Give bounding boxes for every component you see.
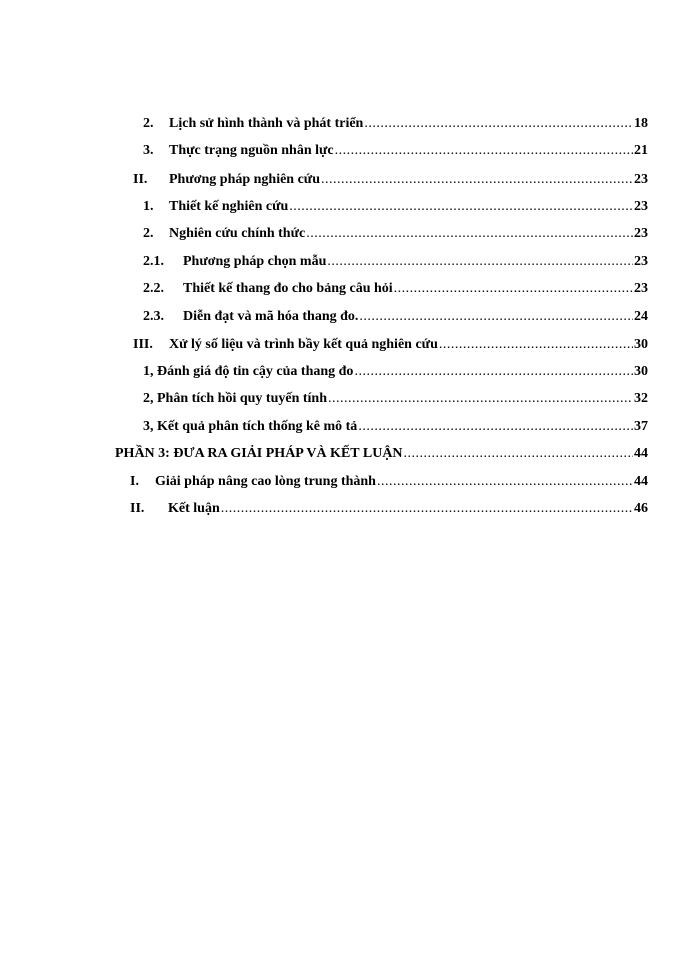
toc-entry-number: 2, (143, 391, 154, 406)
toc-entry[interactable] (115, 445, 648, 463)
toc-entry-title: Diễn đạt và mã hóa thang đo. (183, 309, 359, 324)
toc-entry-title: Kết quả phân tích thống kê mô tả (157, 419, 358, 434)
toc-entry-number: I. (130, 474, 139, 489)
dot-leader (335, 142, 633, 160)
toc-entry-page: 32 (634, 391, 648, 406)
toc-entry-title: Thiết kế thang đo cho bảng câu hỏi (183, 281, 393, 296)
toc-entry-title: Đánh giá độ tin cậy của thang đo (157, 364, 354, 379)
dot-leader (394, 280, 633, 298)
toc-entry-number: 2. (143, 116, 154, 131)
dot-leader (364, 115, 633, 133)
dot-leader (321, 171, 633, 189)
toc-entry[interactable] (143, 363, 648, 381)
toc-entry-number: 2.3. (143, 309, 164, 324)
toc-entry[interactable] (143, 308, 648, 326)
dot-leader (359, 308, 633, 326)
toc-entry-page: 37 (634, 419, 648, 434)
toc-entry[interactable] (133, 336, 648, 354)
toc-entry-number: 2.1. (143, 254, 164, 269)
toc-entry[interactable] (143, 280, 648, 298)
toc-entry-number: III. (133, 337, 153, 352)
toc-entry-title: Phương pháp chọn mẫu (183, 254, 327, 269)
dot-leader (358, 418, 633, 436)
toc-entry[interactable] (143, 390, 648, 408)
toc-entry-page: 23 (634, 199, 648, 214)
toc-entry-title: Nghiên cứu chính thức (169, 226, 306, 241)
dot-leader (328, 390, 633, 408)
toc-entry-number: 1. (143, 199, 154, 214)
toc-entry-number: 3. (143, 143, 154, 158)
toc-entry-page: 44 (634, 446, 648, 461)
toc-entry-title: Giải pháp nâng cao lòng trung thành (155, 474, 376, 489)
toc-entry-page: 30 (634, 364, 648, 379)
toc-entry-title: Kết luận (168, 501, 220, 516)
dot-leader (306, 225, 633, 243)
toc-entry-number: 3, (143, 419, 154, 434)
dot-leader (327, 253, 633, 271)
toc-entry-title: Thực trạng nguồn nhân lực (169, 143, 334, 158)
toc-entry[interactable] (130, 473, 648, 491)
toc-entry-page: 18 (634, 116, 648, 131)
toc-entry-page: 21 (634, 143, 648, 158)
toc-entry-page: 30 (634, 337, 648, 352)
toc-entry-page: 23 (634, 281, 648, 296)
dot-leader (289, 198, 633, 216)
toc-entry[interactable] (143, 198, 648, 216)
toc-entry-title: Phân tích hồi quy tuyến tính (157, 391, 327, 406)
toc-entry[interactable] (143, 142, 648, 160)
toc-entry[interactable] (130, 500, 648, 518)
toc-entry-title: PHẦN 3: ĐƯA RA GIẢI PHÁP VÀ KẾT LUẬN (115, 446, 403, 461)
toc-entry[interactable] (143, 225, 648, 243)
toc-entry-page: 24 (634, 309, 648, 324)
toc-entry-page: 46 (634, 501, 648, 516)
toc-entry[interactable] (143, 253, 648, 271)
dot-leader (439, 336, 633, 354)
toc-entry-number: 2. (143, 226, 154, 241)
toc-entry[interactable] (133, 171, 648, 189)
toc-entry-page: 23 (634, 172, 648, 187)
toc-entry[interactable] (143, 115, 648, 133)
dot-leader (377, 473, 633, 491)
dot-leader (221, 500, 633, 518)
dot-leader (354, 363, 633, 381)
toc-entry[interactable] (143, 418, 648, 436)
toc-entry-page: 23 (634, 226, 648, 241)
toc-entry-number: II. (130, 501, 145, 516)
toc-entry-title: Thiết kế nghiên cứu (169, 199, 289, 214)
toc-entry-title: Phương pháp nghiên cứu (169, 172, 320, 187)
toc-entry-title: Xử lý số liệu và trình bầy kết quả nghiên cứu (169, 337, 438, 352)
toc-entry-number: II. (133, 172, 148, 187)
toc-entry-page: 23 (634, 254, 648, 269)
toc-entry-title: Lịch sử hình thành và phát triển (169, 116, 364, 131)
toc-entry-number: 1, (143, 364, 154, 379)
toc-entry-number: 2.2. (143, 281, 164, 296)
toc-entry-page: 44 (634, 474, 648, 489)
dot-leader (404, 445, 633, 463)
